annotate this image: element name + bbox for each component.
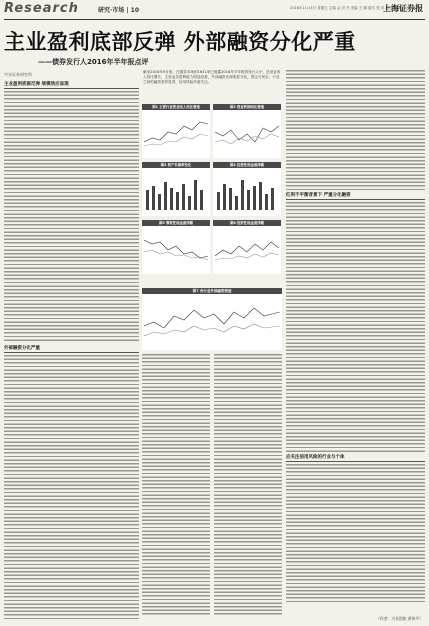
chart-title: 图4 经营性现金流净额 [213, 162, 281, 168]
column-3 [286, 70, 425, 610]
headline: 主业盈利底部反弹 外部融资分化严重 [4, 30, 356, 54]
chart-title: 图5 筹资性现金流净额 [142, 220, 210, 226]
chart-7 [142, 288, 282, 350]
chart-plot [215, 228, 279, 272]
column-2b-text [214, 354, 282, 616]
chart-1 [142, 104, 210, 158]
chart-plot [144, 112, 208, 156]
body-text [286, 70, 425, 190]
chart-plot [215, 112, 279, 156]
body-text [4, 91, 139, 343]
chart-plot [144, 296, 280, 348]
chart-6 [213, 220, 281, 274]
section-heading: 主业盈利底部反弹 规模效应显现 [4, 81, 139, 89]
chart-title: 图3 资产负债率变化 [142, 162, 210, 168]
issue-meta: 2016年11月4日 星期五 主编 金 洪 杰 美编 王 鹏 版式 张 伟 校对 马 明 [290, 6, 402, 10]
byline: 兴业证券研究所 [4, 72, 32, 77]
brand-label: Research [4, 1, 79, 16]
chart-2 [213, 104, 281, 158]
chart-title: 图6 投资性现金流净额 [213, 220, 281, 226]
section-heading: 红利不平衡背景下 严重分化融资 [286, 192, 425, 200]
chart-title: 图1 主要行业营业收入同比增速 [142, 104, 210, 110]
body-text [286, 202, 425, 452]
header-rule [4, 19, 425, 20]
chart-grid [142, 104, 282, 274]
body-text [286, 464, 425, 604]
column-1 [4, 79, 139, 619]
chart-plot [144, 170, 208, 214]
column-2a-text [142, 354, 210, 616]
chart-3 [142, 162, 210, 216]
body-text [4, 355, 139, 619]
chart-plot [144, 228, 208, 272]
author-note: （作者：兴业固收 黄伟平） [376, 616, 423, 621]
section-heading: 应关注信用风险的行业与个体 [286, 454, 425, 462]
chart-4 [213, 162, 281, 216]
abstract-text: 截至2016年9月底，在债券市场的1631家已披露2016年半年报的发行人中，总营业收入同比增长，主营业务盈利能力明显改善，外部融资出现明显分化，国企与民企、行业之间的融资差异显著，信用风险仍需关注。 [143, 70, 281, 84]
newspaper-logo: 上海证券报 [383, 3, 423, 13]
chart-5 [142, 220, 210, 274]
chart-title: 图7 各行业外部融资增速 [142, 288, 282, 294]
section-label: 研究·市场 | 10 [98, 7, 139, 14]
section-heading: 外部融资分化严重 [4, 345, 139, 353]
subheadline: ——债券发行人2016年半年报点评 [38, 58, 149, 66]
chart-plot [215, 170, 279, 214]
page-header [0, 0, 429, 18]
chart-title: 图2 营业利润同比增速 [213, 104, 281, 110]
